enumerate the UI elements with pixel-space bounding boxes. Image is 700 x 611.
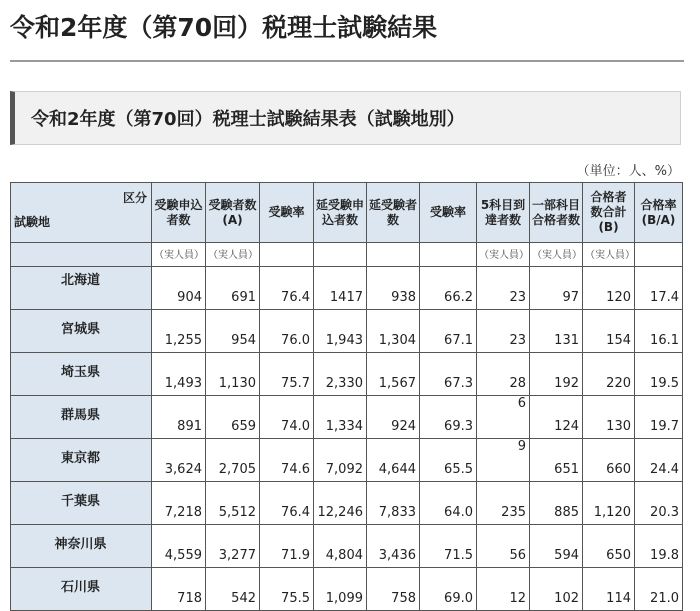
- header-examinees: 受験者数(A): [206, 183, 260, 243]
- table-cell: 220: [583, 353, 635, 396]
- section-heading-box: [10, 91, 681, 145]
- table-cell: 904: [152, 267, 206, 310]
- marker-cell: （実人員）: [530, 243, 583, 267]
- header-exam-rate: 受験率: [260, 183, 314, 243]
- pref-cell: 神奈川県: [11, 525, 152, 568]
- table-cell: 9: [477, 439, 530, 482]
- table-cell: 1,943: [314, 310, 367, 353]
- table-cell: 16.1: [635, 310, 683, 353]
- table-cell: 235: [477, 482, 530, 525]
- header-pass-rate: 合格率(B/A): [635, 183, 683, 243]
- table-cell: 891: [152, 396, 206, 439]
- table-cell: 1,130: [206, 353, 260, 396]
- table-cell: 19.8: [635, 525, 683, 568]
- table-cell: 23: [477, 267, 530, 310]
- table-cell: 1,334: [314, 396, 367, 439]
- table-cell: 64.0: [420, 482, 477, 525]
- marker-cell: （実人員）: [477, 243, 530, 267]
- table-row: [11, 439, 683, 482]
- results-table: [10, 182, 683, 611]
- table-cell: 28: [477, 353, 530, 396]
- header-corner-cell: [11, 183, 152, 243]
- pref-cell: 北海道: [11, 267, 152, 310]
- marker-cell: [314, 243, 367, 267]
- header-row: [11, 183, 683, 243]
- table-cell: 76.0: [260, 310, 314, 353]
- table-cell: 19.7: [635, 396, 683, 439]
- table-cell: 120: [583, 267, 635, 310]
- table-cell: 660: [583, 439, 635, 482]
- table-row: [11, 482, 683, 525]
- marker-cell: [260, 243, 314, 267]
- table-cell: 74.0: [260, 396, 314, 439]
- table-cell: 56: [477, 525, 530, 568]
- table-cell: 1,493: [152, 353, 206, 396]
- table-row: [11, 267, 683, 310]
- table-cell: 7,092: [314, 439, 367, 482]
- table-cell: 659: [206, 396, 260, 439]
- table-row: [11, 525, 683, 568]
- table-cell: 5,512: [206, 482, 260, 525]
- table-cell: 1,120: [583, 482, 635, 525]
- table-cell: 19.5: [635, 353, 683, 396]
- table-cell: 75.7: [260, 353, 314, 396]
- table-cell: 938: [367, 267, 420, 310]
- table-cell: 6: [477, 396, 530, 439]
- table-cell: 3,277: [206, 525, 260, 568]
- table-cell: 2,705: [206, 439, 260, 482]
- table-cell: 3,624: [152, 439, 206, 482]
- table-cell: 71.5: [420, 525, 477, 568]
- table-cell: 718: [152, 568, 206, 611]
- pref-cell: 宮城県: [11, 310, 152, 353]
- pref-cell: 東京都: [11, 439, 152, 482]
- table-cell: 114: [583, 568, 635, 611]
- pref-cell: 千葉県: [11, 482, 152, 525]
- header-location-label: 試験地: [14, 215, 51, 229]
- table-cell: 76.4: [260, 482, 314, 525]
- table-cell: 12: [477, 568, 530, 611]
- marker-pref-cell: [11, 243, 152, 267]
- title-divider: [10, 60, 684, 62]
- pref-cell: 石川県: [11, 568, 152, 611]
- table-cell: 651: [530, 439, 583, 482]
- table-cell: 2,330: [314, 353, 367, 396]
- table-cell: 69.3: [420, 396, 477, 439]
- marker-cell: [635, 243, 683, 267]
- table-cell: 154: [583, 310, 635, 353]
- table-cell: 1,567: [367, 353, 420, 396]
- table-cell: 1417: [314, 267, 367, 310]
- table-cell: 65.5: [420, 439, 477, 482]
- marker-cell: （実人員）: [583, 243, 635, 267]
- table-cell: 20.3: [635, 482, 683, 525]
- table-cell: 650: [583, 525, 635, 568]
- table-cell: 3,436: [367, 525, 420, 568]
- marker-row: [11, 243, 683, 267]
- table-cell: 885: [530, 482, 583, 525]
- table-cell: 24.4: [635, 439, 683, 482]
- marker-cell: （実人員）: [152, 243, 206, 267]
- table-cell: 4,559: [152, 525, 206, 568]
- table-cell: 76.4: [260, 267, 314, 310]
- table-cell: 124: [530, 396, 583, 439]
- table-cell: 192: [530, 353, 583, 396]
- table-cell: 758: [367, 568, 420, 611]
- marker-cell: （実人員）: [206, 243, 260, 267]
- table-cell: 102: [530, 568, 583, 611]
- table-cell: 7,833: [367, 482, 420, 525]
- table-cell: 17.4: [635, 267, 683, 310]
- table-cell: 97: [530, 267, 583, 310]
- header-total-examinees: 延受験者数: [367, 183, 420, 243]
- table-cell: 69.0: [420, 568, 477, 611]
- header-five-subjects: 5科目到達者数: [477, 183, 530, 243]
- header-total-passers: 合格者数合計(B): [583, 183, 635, 243]
- table-cell: 130: [583, 396, 635, 439]
- table-row: [11, 310, 683, 353]
- table-cell: 4,644: [367, 439, 420, 482]
- table-cell: 542: [206, 568, 260, 611]
- unit-note: （単位：人、%）: [576, 164, 680, 179]
- section-title: 令和2年度（第70回）税理士試験結果表（試験地別）: [31, 109, 465, 130]
- table-cell: 21.0: [635, 568, 683, 611]
- table-row: [11, 568, 683, 611]
- page-title: 令和2年度（第70回）税理士試験結果: [10, 13, 438, 42]
- table-cell: 1,304: [367, 310, 420, 353]
- table-cell: 4,804: [314, 525, 367, 568]
- table-cell: 71.9: [260, 525, 314, 568]
- table-cell: 131: [530, 310, 583, 353]
- header-applicants: 受験申込者数: [152, 183, 206, 243]
- header-category-label: 区分: [122, 191, 147, 205]
- table-cell: 23: [477, 310, 530, 353]
- table-cell: 67.3: [420, 353, 477, 396]
- table-cell: 1,255: [152, 310, 206, 353]
- table-cell: 66.2: [420, 267, 477, 310]
- header-total-applicants: 延受験申込者数: [314, 183, 367, 243]
- table-row: [11, 353, 683, 396]
- pref-cell: 埼玉県: [11, 353, 152, 396]
- pref-cell: 群馬県: [11, 396, 152, 439]
- header-exam-rate-2: 受験率: [420, 183, 477, 243]
- table-cell: 75.5: [260, 568, 314, 611]
- marker-cell: [420, 243, 477, 267]
- table-cell: 74.6: [260, 439, 314, 482]
- table-cell: 67.1: [420, 310, 477, 353]
- table-cell: 7,218: [152, 482, 206, 525]
- marker-cell: [367, 243, 420, 267]
- table-cell: 12,246: [314, 482, 367, 525]
- header-partial-passers: 一部科目合格者数: [530, 183, 583, 243]
- table-cell: 594: [530, 525, 583, 568]
- table-cell: 691: [206, 267, 260, 310]
- table-cell: 1,099: [314, 568, 367, 611]
- table-row: [11, 396, 683, 439]
- table-cell: 924: [367, 396, 420, 439]
- table-cell: 954: [206, 310, 260, 353]
